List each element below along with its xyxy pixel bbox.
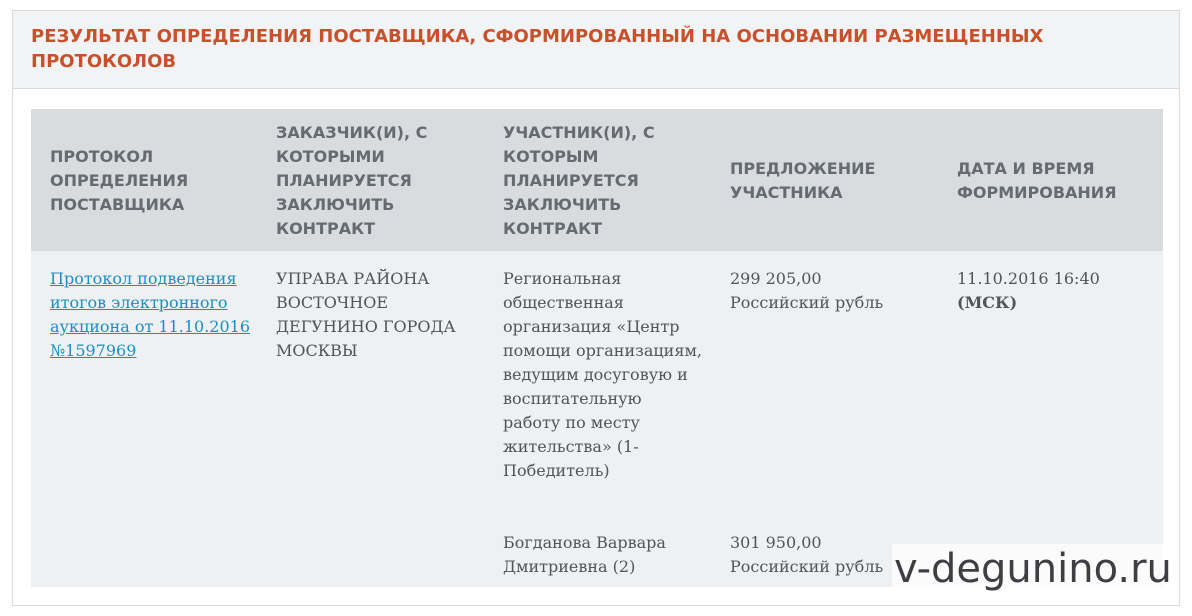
offer-amount-2: 301 950,00 <box>730 533 822 552</box>
table-header <box>31 109 1163 251</box>
datetime-cell <box>957 267 1157 315</box>
column-header-datetime: ДАТА И ВРЕМЯ ФОРМИРОВАНИЯ <box>957 159 1117 202</box>
participant-offer-1 <box>730 267 930 315</box>
datetime-value: 11.10.2016 16:40 <box>957 269 1100 288</box>
column-header-offer: ПРЕДЛОЖЕНИЕ УЧАСТНИКА <box>730 159 876 202</box>
customer-name: УПРАВА РАЙОНА ВОСТОЧНОЕ ДЕГУНИНО ГОРОДА МОСКВЫ <box>276 269 456 360</box>
site-watermark: v-degunino.ru <box>894 546 1172 592</box>
results-table <box>31 109 1163 587</box>
column-header-customer: ЗАКАЗЧИК(И), С КОТОРЫМИ ПЛАНИРУЕТСЯ ЗАКЛЮЧИТЬ КОНТРАКТ <box>276 123 428 238</box>
offer-currency-2: Российский рубль <box>730 557 884 576</box>
column-header-participant: УЧАСТНИК(И), С КОТОРЫМ ПЛАНИРУЕТСЯ ЗАКЛЮЧИТЬ КОНТРАКТ <box>503 123 655 238</box>
table-row <box>31 255 1163 587</box>
participant-name-1: Региональная общественная организация «Центр помощи организациям, ведущим досуговую и воспитательную работу по месту жительства» (1-Победитель) <box>503 269 702 480</box>
protocol-link[interactable]: Протокол подведения итогов электронного аукциона от 11.10.2016 №1597969 <box>50 269 251 360</box>
offer-amount-1: 299 205,00 <box>730 269 822 288</box>
panel-header <box>13 11 1179 89</box>
panel-title: РЕЗУЛЬТАТ ОПРЕДЕЛЕНИЯ ПОСТАВЩИКА, СФОРМИРОВАННЫЙ НА ОСНОВАНИИ РАЗМЕЩЕННЫХ ПРОТОКОЛОВ <box>31 26 1044 72</box>
participant-name-2: Богданова Варвара Дмитриевна (2) <box>503 533 666 576</box>
offer-currency-1: Российский рубль <box>730 293 884 312</box>
results-panel <box>12 10 1180 606</box>
column-header-protocol: ПРОТОКОЛ ОПРЕДЕЛЕНИЯ ПОСТАВЩИКА <box>50 147 189 214</box>
timezone-label: (МСК) <box>957 293 1018 312</box>
